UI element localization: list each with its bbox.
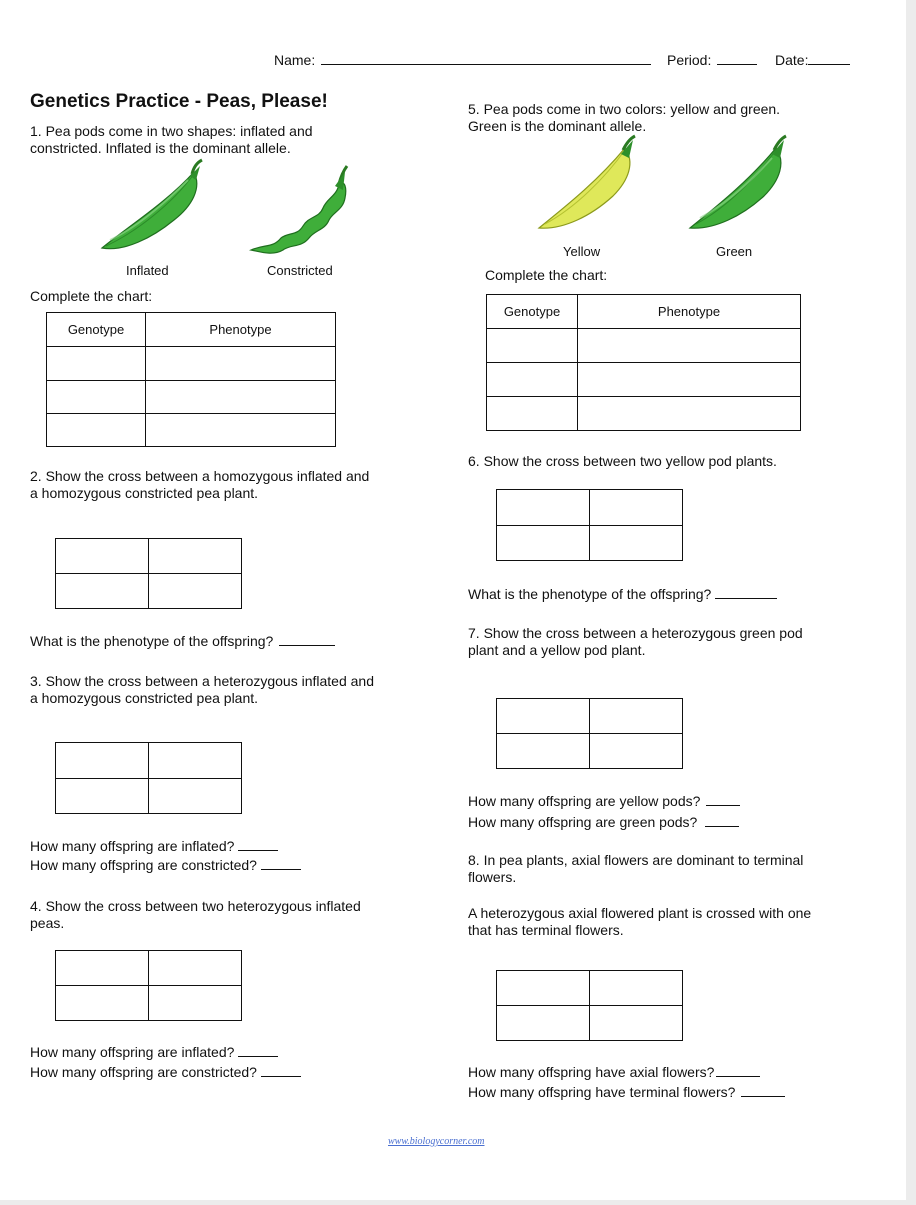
chart-cell[interactable]	[47, 414, 146, 447]
q6-question: What is the phenotype of the offspring?	[468, 585, 777, 603]
q3-text-line1: 3. Show the cross between a heterozygous inflated and	[30, 673, 374, 689]
punnett-cell[interactable]	[590, 971, 683, 1006]
q8-text-line3: A heterozygous axial flowered plant is crossed with one	[468, 905, 812, 921]
punnett-cell[interactable]	[149, 574, 242, 609]
punnett-cell[interactable]	[149, 743, 242, 779]
punnett-cell[interactable]	[590, 699, 683, 734]
q1-text-line1: 1. Pea pods come in two shapes: inflated and	[30, 123, 313, 139]
chart-cell[interactable]	[578, 363, 801, 397]
punnett-cell[interactable]	[56, 574, 149, 609]
punnett-cell[interactable]	[56, 779, 149, 815]
name-field[interactable]	[274, 51, 651, 69]
punnett-cell[interactable]	[149, 986, 242, 1021]
period-field[interactable]	[667, 51, 757, 69]
q8-answer-blank-1[interactable]	[716, 1063, 760, 1077]
q3-question-1: How many offspring are inflated?	[30, 837, 278, 855]
chart-cell[interactable]	[146, 414, 336, 447]
green-label: Green	[716, 244, 753, 259]
punnett-cell[interactable]	[56, 743, 149, 779]
q8-question-2: How many offspring have terminal flowers?	[468, 1083, 785, 1101]
q6-punnett-square[interactable]	[496, 489, 683, 561]
footer-link[interactable]: www.biologycorner.com	[388, 1136, 485, 1147]
q2-answer-blank[interactable]	[279, 632, 335, 646]
green-pod-image	[686, 134, 791, 234]
yellow-pod-image	[535, 134, 640, 234]
q6-answer-blank[interactable]	[715, 585, 777, 599]
chart-cell[interactable]	[487, 363, 578, 397]
q4-question-1: How many offspring are inflated?	[30, 1043, 278, 1061]
q8-text-line4: that has terminal flowers.	[468, 922, 624, 938]
punnett-cell[interactable]	[590, 526, 683, 562]
q5-chart-prompt: Complete the chart:	[485, 267, 608, 283]
date-blank[interactable]	[808, 51, 850, 65]
q8-text-line2: flowers.	[468, 869, 517, 885]
q3-punnett-square[interactable]	[55, 742, 242, 814]
punnett-cell[interactable]	[56, 986, 149, 1021]
q7-text-line2: plant and a yellow pod plant.	[468, 642, 646, 658]
q2-punnett-square[interactable]	[55, 538, 242, 609]
q5-genotype-chart	[486, 294, 801, 431]
q5-header-phenotype: Phenotype	[578, 295, 801, 329]
chart-cell[interactable]	[578, 329, 801, 363]
chart-cell[interactable]	[487, 397, 578, 431]
q4-text-line2: peas.	[30, 915, 65, 931]
q1-text-line2: constricted. Inflated is the dominant allele.	[30, 140, 291, 156]
q3-answer-blank-2[interactable]	[261, 856, 301, 870]
punnett-cell[interactable]	[149, 779, 242, 815]
q4-answer-blank-2[interactable]	[261, 1063, 301, 1077]
q8-question-1: How many offspring have axial flowers?	[468, 1063, 760, 1081]
q1-genotype-chart	[46, 312, 336, 447]
q7-question-2: How many offspring are green pods?	[468, 813, 739, 831]
q7-answer-blank-1[interactable]	[706, 792, 740, 806]
inflated-label: Inflated	[126, 263, 169, 278]
q4-answer-blank-1[interactable]	[238, 1043, 278, 1057]
period-blank[interactable]	[717, 51, 757, 65]
punnett-cell[interactable]	[497, 971, 590, 1006]
q1-header-phenotype: Phenotype	[146, 313, 336, 347]
date-field[interactable]	[775, 51, 850, 69]
date-label: Date:	[775, 52, 809, 68]
q5-header-genotype: Genotype	[487, 295, 578, 329]
name-label: Name:	[274, 52, 316, 68]
chart-cell[interactable]	[487, 329, 578, 363]
punnett-cell[interactable]	[497, 699, 590, 734]
punnett-cell[interactable]	[590, 1006, 683, 1041]
punnett-cell[interactable]	[497, 734, 590, 769]
inflated-pod-image	[96, 158, 208, 258]
q1-header-genotype: Genotype	[47, 313, 146, 347]
page-title: Genetics Practice - Peas, Please!	[30, 91, 328, 112]
q3-question-2: How many offspring are constricted?	[30, 856, 301, 874]
q5-text-line2: Green is the dominant allele.	[468, 118, 647, 134]
constricted-pod-image	[247, 158, 352, 258]
q8-text-line1: 8. In pea plants, axial flowers are dominant to terminal	[468, 852, 804, 868]
q5-text-line1: 5. Pea pods come in two colors: yellow and green.	[468, 101, 781, 117]
punnett-cell[interactable]	[149, 539, 242, 574]
punnett-cell[interactable]	[590, 490, 683, 526]
punnett-cell[interactable]	[56, 539, 149, 574]
q7-answer-blank-2[interactable]	[705, 813, 739, 827]
q7-punnett-square[interactable]	[496, 698, 683, 769]
q1-chart-prompt: Complete the chart:	[30, 288, 153, 304]
punnett-cell[interactable]	[497, 526, 590, 562]
period-label: Period:	[667, 52, 712, 68]
q4-text-line1: 4. Show the cross between two heterozygous inflated	[30, 898, 361, 914]
q4-question-2: How many offspring are constricted?	[30, 1063, 301, 1081]
constricted-label: Constricted	[267, 263, 333, 278]
q4-punnett-square[interactable]	[55, 950, 242, 1021]
chart-cell[interactable]	[47, 347, 146, 381]
q7-question-1: How many offspring are yellow pods?	[468, 792, 740, 810]
punnett-cell[interactable]	[56, 951, 149, 986]
q3-text-line2: a homozygous constricted pea plant.	[30, 690, 259, 706]
chart-cell[interactable]	[578, 397, 801, 431]
punnett-cell[interactable]	[590, 734, 683, 769]
q8-answer-blank-2[interactable]	[741, 1083, 785, 1097]
q8-punnett-square[interactable]	[496, 970, 683, 1041]
q6-text-line1: 6. Show the cross between two yellow pod plants.	[468, 453, 777, 469]
punnett-cell[interactable]	[497, 490, 590, 526]
punnett-cell[interactable]	[497, 1006, 590, 1041]
q3-answer-blank-1[interactable]	[238, 837, 278, 851]
q2-text-line1: 2. Show the cross between a homozygous inflated and	[30, 468, 370, 484]
q7-text-line1: 7. Show the cross between a heterozygous green pod	[468, 625, 803, 641]
q2-text-line2: a homozygous constricted pea plant.	[30, 485, 259, 501]
chart-cell[interactable]	[146, 381, 336, 414]
chart-cell[interactable]	[146, 347, 336, 381]
q2-question: What is the phenotype of the offspring?	[30, 632, 335, 650]
chart-cell[interactable]	[47, 381, 146, 414]
punnett-cell[interactable]	[149, 951, 242, 986]
yellow-label: Yellow	[563, 244, 601, 259]
name-blank[interactable]	[321, 51, 651, 65]
